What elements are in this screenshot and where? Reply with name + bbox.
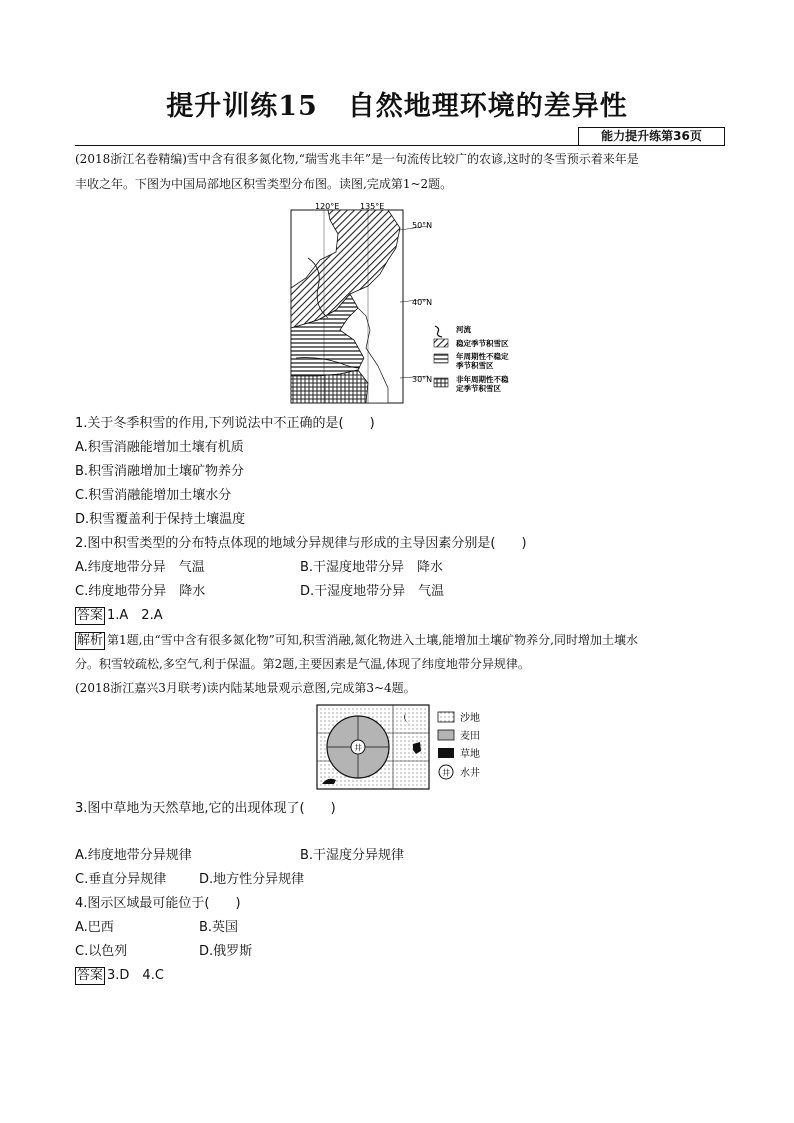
landscape-diagram [316,704,506,792]
legend-nonannual-swatch [434,378,448,387]
lon-label-135: 135°E [360,202,385,211]
answer-tag: 答案 [77,968,104,983]
answer-1-row [75,605,163,627]
lon-label-120: 120°E [315,202,340,211]
lat-label-40: 40°N [412,298,433,307]
page-title [0,84,794,123]
analysis-line-2: 分。积雪较疏松,多空气,利于保温。第2题,主要因素是气温,体现了纬度地带分异规律。 [75,657,530,671]
question-1-option-a: A.积雪消融能增加土壤有机质 [75,440,244,455]
legend-wheat-swatch [438,730,454,740]
legend-wheat: 麦田 [460,731,480,742]
legend-grass: 草地 [460,749,480,760]
title-number: 提升训练15 [166,91,318,122]
answer-2-text: 3.D 4.C [107,968,164,983]
answer-1-text: 1.A 2.A [107,608,163,623]
analysis-tag: 解析 [77,633,104,648]
question-4-option-a: A.巴西 [75,920,114,935]
lat-label-30: 30°N [412,375,433,384]
answer-tag: 答案 [77,608,104,623]
intro-1-line-2: 丰收之年。下图为中国局部地区积雪类型分布图。读图,完成第1~2题。 [75,177,453,191]
river-legend-icon [435,326,442,337]
question-4-option-d: D.俄罗斯 [199,944,253,959]
question-1-option-b: B.积雪消融增加土壤矿物养分 [75,464,245,479]
question-3-option-c: C.垂直分异规律 [75,872,167,887]
snow-cover-map [288,198,538,408]
intro-1-line-1: (2018浙江名卷精编)雪中含有很多氮化物,“瑞雪兆丰年”是一句流传比较广的农谚,这时的冬雪预示着来年是 [75,152,639,166]
question-3-option-b: B.干湿度分异规律 [300,848,405,863]
question-2-option-a: A.纬度地带分异 气温 [75,560,205,575]
legend-annual-line1: 年周期性不稳定 [456,352,509,361]
intro-2: (2018浙江嘉兴3月联考)读内陆某地景观示意图,完成第3~4题。 [75,681,416,695]
analysis-line-1: 第1题,由“雪中含有很多氮化物”可知,积雪消融,氮化物进入土壤,能增加土壤矿物养分,同时增加土壤水 [107,633,638,647]
question-1-option-d: D.积雪覆盖利于保持土壤温度 [75,512,246,527]
question-3-stem: 3.图中草地为天然草地,它的出现体现了( ) [75,801,336,816]
legend-sand: 沙地 [460,713,480,724]
lat-label-50: 50°N [412,221,433,230]
legend-sand-swatch [438,712,454,722]
question-2-stem: 2.图中积雪类型的分布特点体现的地域分异规律与形成的主导因素分别是( ) [75,536,527,551]
legend-annual-swatch [434,354,448,363]
legend-river: 河流 [456,325,471,334]
question-2-option-c: C.纬度地带分异 降水 [75,584,206,599]
legend-annual-line2: 季节积雪区 [456,361,494,370]
question-3-option-a: A.纬度地带分异规律 [75,848,192,863]
question-3-option-d: D.地方性分异规律 [199,872,305,887]
question-4-option-b: B.英国 [199,920,239,935]
question-4-option-c: C.以色列 [75,944,128,959]
question-4-stem: 4.图示区域最可能位于( ) [75,896,241,911]
question-1-option-c: C.积雪消融能增加土壤水分 [75,488,232,503]
question-1-stem: 1.关于冬季积雪的作用,下列说法中不正确的是( ) [75,416,375,431]
question-2-option-b: B.干湿度地带分异 降水 [300,560,444,575]
answer-2-row [75,965,164,987]
legend-grass-swatch [438,748,454,758]
legend-well: 水井 [460,768,480,779]
well-glyph: 井 [354,743,362,753]
header-rule [75,145,578,146]
legend-stable: 稳定季节积雪区 [456,339,509,348]
title-topic: 自然地理环境的差异性 [347,91,628,122]
legend-nonannual-line2: 定季节积雪区 [456,384,501,393]
map1-legend [434,324,509,393]
legend-stable-swatch [434,339,448,347]
legend-nonannual-line1: 非年周期性不稳 [456,375,509,384]
practice-reference-label: 能力提升练第36页 [578,127,725,146]
legend-well-glyph: 井 [442,768,450,778]
analysis-row-1 [75,629,638,651]
map2-legend [438,711,480,779]
question-2-option-d: D.干湿度地带分异 气温 [300,584,445,599]
